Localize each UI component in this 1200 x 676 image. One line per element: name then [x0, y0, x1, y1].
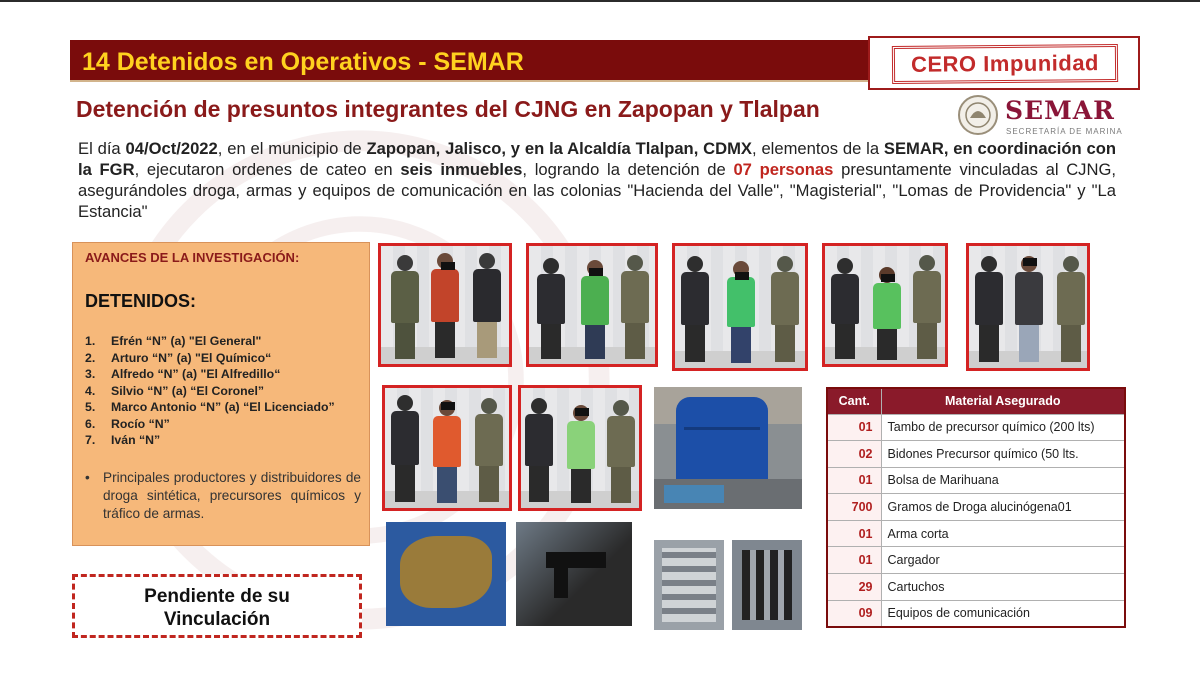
table-row: [827, 494, 1125, 521]
list-name: Marco Antonio “N” (a) “El Licenciado”: [111, 400, 335, 414]
stamp-box: [868, 36, 1140, 90]
list-number: 2.: [85, 350, 96, 365]
material-table: [826, 387, 1126, 628]
avances-bullet: [85, 469, 361, 523]
list-item: [85, 416, 335, 433]
pending-box: [72, 574, 362, 638]
cell-material: Equipos de comunicación: [881, 600, 1125, 627]
intro-date: 04/Oct/2022: [125, 139, 218, 158]
slide: [60, 30, 1140, 646]
subtitle: Detención de presuntos integrantes del CJNG en Zapopan y Tlalpan: [76, 96, 820, 122]
detainee-photo: [518, 385, 642, 511]
logo-subtitle: SECRETARÍA DE MARINA: [1006, 127, 1123, 136]
list-number: 6.: [85, 416, 96, 431]
detenidos-heading: DETENIDOS:: [85, 291, 197, 311]
list-name: Alfredo “N” (a) "El Alfredillo“: [111, 367, 281, 381]
detenidos-list: [85, 333, 335, 449]
list-name: Silvio “N” (a) “El Coronel”: [111, 383, 265, 398]
list-item: [85, 350, 335, 367]
page-title: 14 Detenidos en Operativos - SEMAR: [82, 48, 524, 76]
list-number: 4.: [85, 383, 96, 398]
list-number: 3.: [85, 367, 96, 381]
list-name: Rocío “N”: [111, 416, 170, 431]
intro-paragraph: [78, 138, 1116, 222]
intro-text: presuntamente vinculadas al CJNG, asegurándoles droga, armas y equipos de comunicación en las colonias "Hacienda del Valle", "Magisterial", "Lomas de Providencia" y "La Estancia": [78, 160, 1116, 221]
intro-place: Zapopan, Jalisco, y en la Alcaldía Tlalpan, CDMX: [366, 139, 752, 158]
list-item: [85, 383, 335, 400]
list-name: Iván “N”: [111, 433, 161, 447]
col-qty-header: Cant.: [827, 388, 881, 414]
evidence-weapon-photo: [516, 522, 632, 626]
list-name: Arturo “N” (a) "El Químico“: [111, 350, 272, 365]
semar-logo: [955, 92, 1135, 142]
cell-qty: 01: [827, 467, 881, 494]
table-row: [827, 547, 1125, 574]
cell-material: Bolsa de Marihuana: [881, 467, 1125, 494]
table-row: [827, 520, 1125, 547]
col-material-header: Material Asegurado: [881, 388, 1125, 414]
top-border: [0, 0, 1200, 2]
list-number: 5.: [85, 400, 96, 414]
pending-line1: Pendiente de su: [144, 586, 290, 607]
cell-qty: 01: [827, 414, 881, 441]
cero-impunidad-stamp: CERO Impunidad: [892, 44, 1118, 84]
table-row: [827, 467, 1125, 494]
cell-material: Arma corta: [881, 520, 1125, 547]
detainee-photo: [672, 243, 808, 371]
cell-qty: 700: [827, 494, 881, 521]
evidence-devices-photo: [654, 540, 724, 630]
list-name: Efrén “N” (a) "El General": [111, 334, 262, 348]
evidence-marijuana-photo: [386, 522, 506, 626]
detainee-photo: [822, 243, 948, 367]
detainee-photo: [382, 385, 512, 511]
cell-qty: 01: [827, 547, 881, 574]
logo-name: SEMAR: [1005, 96, 1115, 125]
detainee-photo: [966, 243, 1090, 371]
list-item: [85, 366, 335, 383]
table-row: [827, 441, 1125, 468]
cell-qty: 09: [827, 600, 881, 627]
cell-material: Cargador: [881, 547, 1125, 574]
intro-text: , ejecutaron ordenes de cateo en: [134, 160, 401, 179]
detainee-photo: [378, 243, 512, 367]
list-item: [85, 399, 335, 416]
table-row: [827, 600, 1125, 627]
cell-qty: 02: [827, 441, 881, 468]
intro-text: El día: [78, 139, 126, 158]
list-number: 7.: [85, 433, 96, 447]
evidence-phones-photo: [732, 540, 802, 630]
table-row: [827, 574, 1125, 601]
bullet-dot: •: [85, 470, 90, 485]
intro-persons: 07 personas: [733, 160, 834, 179]
cell-material: Cartuchos: [881, 574, 1125, 601]
pending-line2: Vinculación: [163, 609, 271, 630]
intro-places-count: seis inmuebles: [400, 160, 523, 179]
cell-qty: 01: [827, 520, 881, 547]
avances-heading: AVANCES DE LA INVESTIGACIÓN:: [85, 250, 300, 265]
list-item: [85, 333, 335, 350]
intro-text: , en el municipio de: [217, 139, 367, 158]
cell-material: Tambo de precursor químico (200 lts): [881, 414, 1125, 441]
avances-panel: [72, 242, 370, 546]
intro-text: , elementos de la: [752, 139, 884, 158]
table-header-row: [827, 388, 1125, 414]
evidence-drum-photo: [654, 387, 802, 509]
detainee-photo: [526, 243, 658, 367]
intro-text: , logrando la detención de: [522, 160, 734, 179]
list-item: [85, 432, 335, 449]
cell-material: Bidones Precursor químico (50 lts.: [881, 441, 1125, 468]
eagle-seal-icon: [957, 94, 999, 136]
cell-material: Gramos de Droga alucinógena01: [881, 494, 1125, 521]
bullet-text: Principales productores y distribuidores de droga sintética, precursores químicos y tráfico de armas.: [103, 470, 361, 521]
cell-qty: 29: [827, 574, 881, 601]
list-number: 1.: [85, 334, 96, 348]
title-bar: [70, 40, 870, 82]
intro-org: SEMAR, en coordinación con la FGR: [78, 139, 1117, 179]
table-row: [827, 414, 1125, 441]
